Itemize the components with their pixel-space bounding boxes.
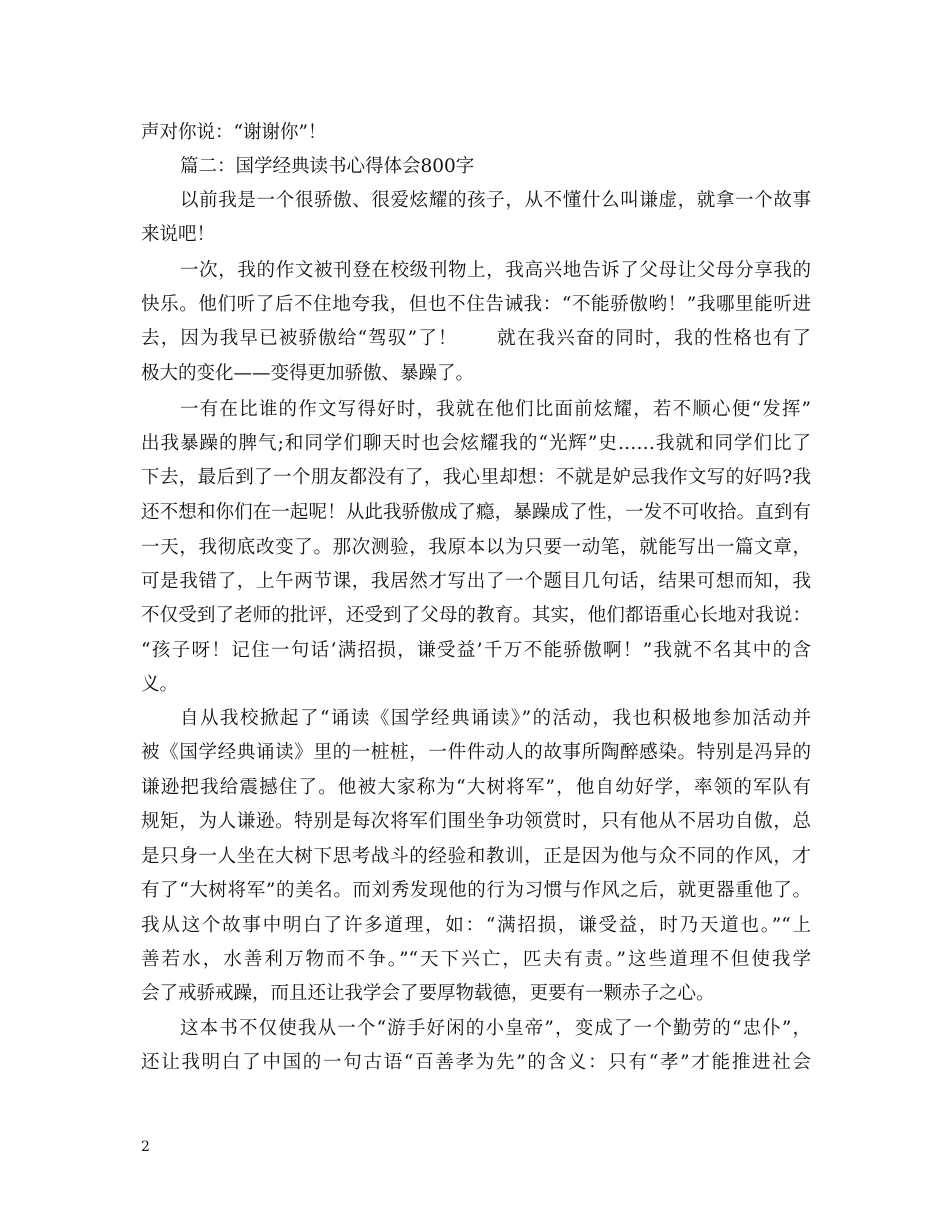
text-line: 还不想和你们在一起呢！从此我骄傲成了瘾，暴躁成了性，一发不可收拾。直到有 — [141, 502, 811, 523]
text-line: 是只身一人坐在大树下思考战斗的经验和教训，正是因为他与众不同的作风，才 — [141, 846, 811, 867]
text-line: 谦逊把我给震撼住了。他被大家称为“大树将军”，他自幼好学，率领的军队有 — [141, 777, 811, 798]
text-line: 快乐。他们听了后不住地夸我，但也不住告诫我：“不能骄傲哟！”我哪里能听进 — [141, 294, 811, 315]
text-line: 出我暴躁的脾气;和同学们聊天时也会炫耀我的“光辉”史……我就和同学们比了 — [141, 433, 811, 454]
text-line: 篇二：国学经典读书心得体会800字 — [180, 156, 475, 177]
text-line: 这本书不仅使我从一个“游手好闲的小皇帝”，变成了一个勤劳的“忠仆”， — [180, 1018, 811, 1039]
text-line: 一有在比谁的作文写得好时，我就在他们比面前炫耀，若不顺心便“发挥” — [180, 399, 811, 420]
page-number: 2 — [141, 1139, 150, 1155]
text-line: 义。 — [141, 674, 179, 695]
text-line: 善若水，水善利万物而不争。”“天下兴亡，匹夫有责。”这些道理不但使我学 — [141, 949, 811, 970]
text-line: 一天，我彻底改变了。那次测验，我原本以为只要一动笔，就能写出一篇文章， — [141, 537, 811, 558]
text-line: 不仅受到了老师的批评，还受到了父母的教育。其实，他们都语重心长地对我说： — [141, 605, 811, 626]
text-line: 可是我错了，上午两节课，我居然才写出了一个题目几句话，结果可想而知，我 — [141, 571, 811, 592]
text-line: 会了戒骄戒躁，而且还让我学会了要厚物载德，更要有一颗赤子之心。 — [141, 983, 715, 1004]
text-line: 有了“大树将军”的美名。而刘秀发现他的行为习惯与作风之后，就更器重他了。 — [141, 880, 811, 901]
text-line: 下去，最后到了一个朋友都没有了，我心里却想：不就是妒忌我作文写的好吗?我 — [141, 467, 811, 488]
text-line: 自从我校掀起了“诵读《国学经典诵读》”的活动，我也积极地参加活动并 — [180, 708, 811, 729]
text-line: 规矩，为人谦逊。特别是每次将军们围坐争功领赏时，只有他从不居功自傲，总 — [141, 811, 811, 832]
text-line: 还让我明白了中国的一句古语“百善孝为先”的含义：只有“孝”才能推进社会 — [141, 1052, 811, 1073]
text-line: 去，因为我早已被骄傲给“驾驭”了！ 就在我兴奋的同时，我的性格也有了 — [141, 328, 811, 349]
text-line: 以前我是一个很骄傲、很爱炫耀的孩子，从不懂什么叫谦虚，就拿一个故事 — [180, 190, 811, 211]
text-line: 我从这个故事中明白了许多道理，如：“满招损，谦受益，时乃天道也。”“上 — [141, 915, 811, 936]
text-line: 来说吧！ — [141, 224, 216, 245]
text-line: 极大的变化——变得更加骄傲、暴躁了。 — [141, 363, 475, 384]
text-line: 声对你说：“谢谢你”！ — [141, 122, 327, 143]
text-line: 被《国学经典诵读》里的一桩桩，一件件动人的故事所陶醉感染。特别是冯异的 — [141, 742, 811, 763]
text-line: “孩子呀！记住一句话‘满招损，谦受益’千万不能骄傲啊！”我就不名其中的含 — [141, 640, 811, 661]
text-line: 一次，我的作文被刊登在校级刊物上，我高兴地告诉了父母让父母分享我的 — [180, 260, 811, 281]
